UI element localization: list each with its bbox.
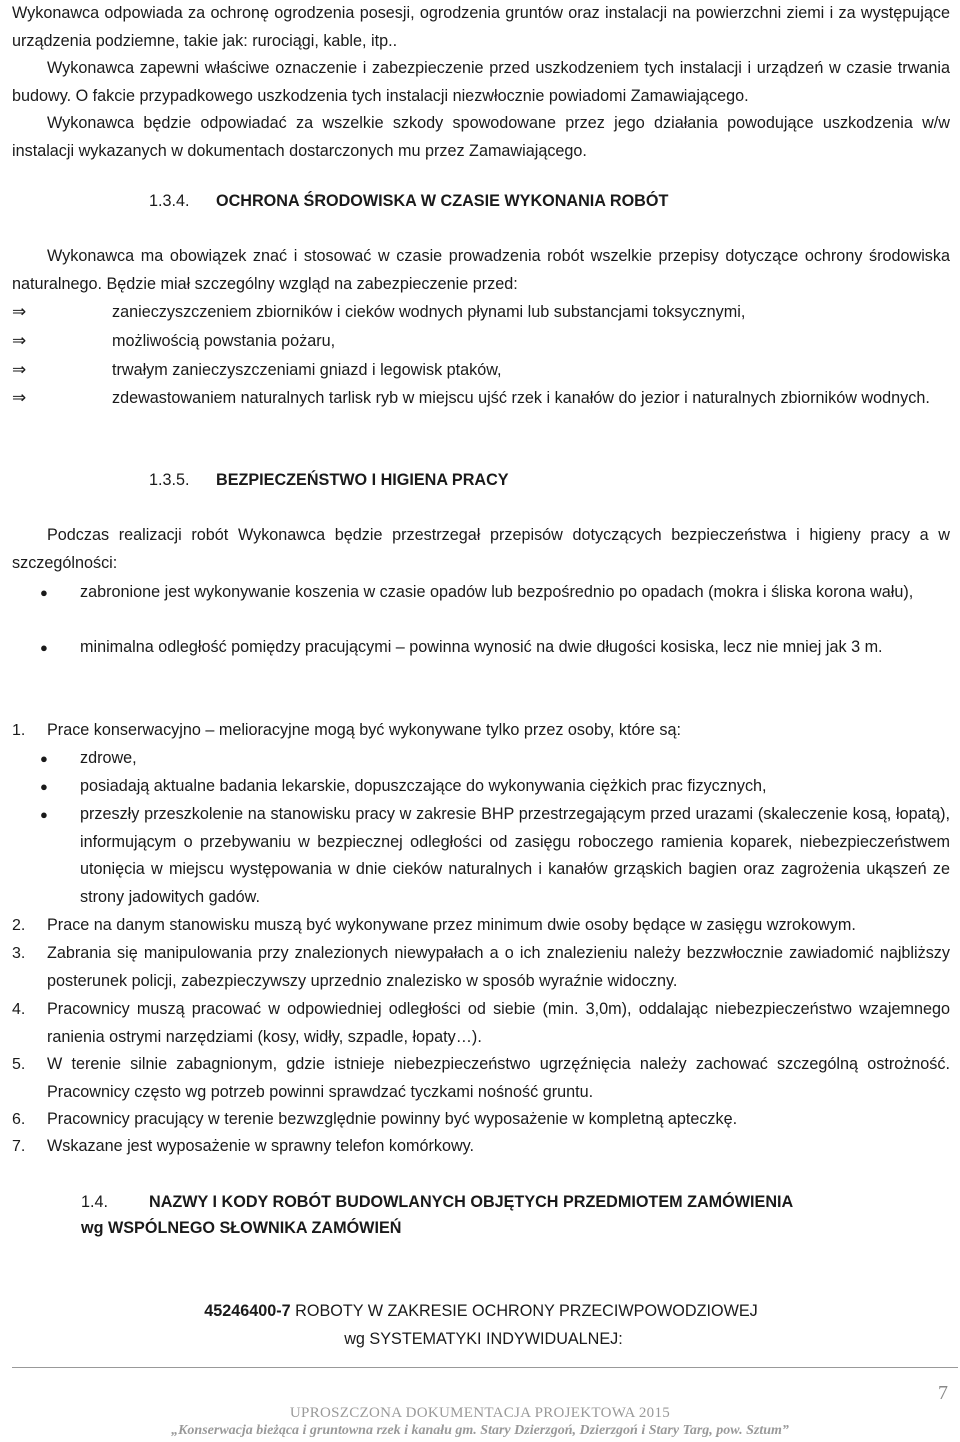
list-item — [12, 328, 950, 356]
numbered-item-text: Pracownicy pracujący w terenie bezwzględnie powinny być wyposażenie w kompletną apteczkę. — [47, 1110, 738, 1128]
bullet-icon: ● — [40, 640, 48, 655]
item-number: 4. — [12, 1001, 26, 1018]
list-item — [12, 801, 950, 911]
item-number: 6. — [12, 1111, 26, 1128]
intro-paragraph-3: Wykonawca będzie odpowiadać za wszelkie szkody spowodowane przez jego działania powodujące uszkodzenia w/w instalacji wykazanych w dokumentach dostarczonych mu przez Zamawiającego. — [12, 114, 950, 160]
list-item — [12, 357, 950, 385]
bullet-icon: ● — [40, 585, 48, 600]
list-item-text: przeszły przeszkolenie na stanowisku pracy w zakresie BHP przestrzegającym przed urazami (skaleczenie kosą, łopatą), informującym o przebywaniu w bezpiecznej odległości od zasięgu roboczego ramienia koparek, niebezpieczeństwem utonięcia w miejscu występowania w dnie cieków naturalnych i kanałów grząskich bagien oraz zagrożenia ukąszeń ze strony jadowitych gadów. — [80, 805, 950, 906]
numbered-item — [12, 912, 950, 940]
list-item-text: zdewastowaniem naturalnych tarlisk ryb w miejscu ujść rzek i kanałów do jezior i naturalnych zbiorników wodnych. — [112, 389, 930, 407]
numbered-item-text: Zabrania się manipulowania przy znalezionych niewypałach a o ich znalezieniu należy bezzwłocznie zawiadomić najbliższy posterunek policji, zabezpieczywszy uprzednio znalezisko w sposób wyraźnie widoczny. — [47, 944, 950, 990]
section-1-3-4-heading — [149, 190, 668, 212]
numbered-item-text: Pracownicy muszą pracować w odpowiedniej odległości od siebie (min. 3,0m), oddalając niebezpieczeństwo wzajemnego ranienia ostrymi narzędziami (kosy, widły, szpadle, łopaty…). — [47, 1000, 950, 1046]
page-number: 7 — [938, 1382, 948, 1404]
item-number: 7. — [12, 1138, 26, 1155]
bullet-icon: ● — [40, 807, 48, 822]
numbered-item — [12, 717, 950, 745]
list-item — [12, 299, 950, 327]
section-1-3-5-paragraph: Podczas realizacji robót Wykonawca będzie przestrzegał przepisów dotyczących bezpieczeństwa i higieny pracy a w szczególności: — [12, 526, 950, 572]
list-item — [12, 773, 950, 801]
bullet-icon: ● — [40, 751, 48, 766]
section-title: BEZPIECZEŃSTWO I HIGIENA PRACY — [216, 471, 509, 489]
numbered-item — [12, 1106, 950, 1134]
double-arrow-icon: ⇒ — [12, 388, 27, 408]
numbered-item — [12, 1133, 950, 1161]
section-number: 1.3.4. — [149, 192, 190, 210]
item-number: 3. — [12, 945, 26, 962]
numbered-item-text: Wskazane jest wyposażenie w sprawny telefon komórkowy. — [47, 1137, 475, 1155]
numbered-item — [12, 996, 950, 1051]
list-item — [12, 634, 950, 662]
double-arrow-icon: ⇒ — [12, 360, 27, 380]
section-1-3-4-paragraph: Wykonawca ma obowiązek znać i stosować w czasie prowadzenia robót wszelkie przepisy dotyczące ochrony środowiska naturalnego. Będzie miał szczególny wzgląd na zabezpieczenie przed: — [12, 247, 950, 293]
list-item-text: możliwością powstania pożaru, — [112, 332, 336, 350]
list-item-text: posiadają aktualne badania lekarskie, dopuszczające do wykonywania ciężkich prac fizycznych, — [80, 777, 767, 795]
double-arrow-icon: ⇒ — [12, 302, 27, 322]
list-item-text: minimalna odległość pomiędzy pracującymi – powinna wynosić na dwie długości kosiska, lecz nie mniej jak 3 m. — [80, 638, 883, 656]
list-item-text: zanieczyszczeniem zbiorników i cieków wodnych płynami lub substancjami toksycznymi, — [112, 303, 746, 321]
section-number: 1.3.5. — [149, 471, 190, 489]
double-arrow-icon: ⇒ — [12, 331, 27, 351]
list-item-text: trwałym zanieczyszczeniami gniazd i legowisk ptaków, — [112, 361, 502, 379]
section-number: 1.4. — [81, 1193, 109, 1211]
section-1-4-heading — [81, 1189, 793, 1241]
section-title: OCHRONA ŚRODOWISKA W CZASIE WYKONANIA ROBÓT — [216, 192, 669, 210]
cpv-code: 45246400-7 — [204, 1302, 291, 1320]
bullet-icon: ● — [40, 779, 48, 794]
intro-paragraph-2: Wykonawca zapewni właściwe oznaczenie i zabezpieczenie przed uszkodzeniem tych instalacji i urządzeń w czasie trwania budowy. O fakcie przypadkowego uszkodzenia tych instalacji niezwłocznie powiadomi Zamawiającego. — [12, 59, 950, 105]
list-item — [12, 385, 950, 413]
list-item — [12, 579, 950, 607]
list-item — [12, 745, 950, 773]
cpv-code-block — [12, 1297, 950, 1353]
intro-paragraph-1: Wykonawca odpowiada za ochronę ogrodzenia posesji, ogrodzenia gruntów oraz instalacji na powierzchni ziemi i za występujące urządzenia podziemne, takie jak: rurociągi, kable, itp.. — [12, 4, 950, 50]
list-item-text: zabronione jest wykonywanie koszenia w czasie opadów lub bezpośrednio po opadach (mokra i śliska korona wału), — [80, 583, 914, 601]
item-number: 2. — [12, 917, 26, 934]
numbered-item-text: Prace konserwacyjno – melioracyjne mogą być wykonywane tylko przez osoby, które są: — [47, 721, 681, 739]
footer-divider — [12, 1367, 958, 1368]
cpv-code-line-2: wg SYSTEMATYKI INDYWIDUALNEJ: — [344, 1330, 623, 1348]
footer-title: UPROSZCZONA DOKUMENTACJA PROJEKTOWA 2015 — [289, 1405, 671, 1421]
section-1-3-5-heading — [149, 469, 509, 491]
numbered-item-text: W terenie silnie zabagnionym, gdzie istnieje niebezpieczeństwo ugrzęźnięcia należy zachować szczególną ostrożność. Pracownicy często wg potrzeb powinni sprawdzać tyczkami nośność gruntu. — [47, 1055, 950, 1101]
section-title-line-2: wg WSPÓLNEGO SŁOWNIKA ZAMÓWIEŃ — [81, 1219, 402, 1237]
section-title-line-1: NAZWY I KODY ROBÓT BUDOWLANYCH OBJĘTYCH PRZEDMIOTEM ZAMÓWIENIA — [149, 1193, 794, 1211]
numbered-item-text: Prace na danym stanowisku muszą być wykonywane przez minimum dwie osoby będące w zasięgu wzrokowym. — [47, 916, 856, 934]
item-number: 1. — [12, 722, 26, 739]
cpv-code-description: ROBOTY W ZAKRESIE OCHRONY PRZECIWPOWODZIOWEJ — [290, 1302, 758, 1320]
footer-subtitle: „Konserwacja bieżąca i gruntowna rzek i kanału gm. Stary Dzierzgoń, Dzierzgoń i Stary Targ, pow. Sztum” — [171, 1423, 789, 1438]
item-number: 5. — [12, 1056, 26, 1073]
list-item-text: zdrowe, — [80, 749, 137, 767]
numbered-item — [12, 940, 950, 995]
numbered-item — [12, 1051, 950, 1106]
